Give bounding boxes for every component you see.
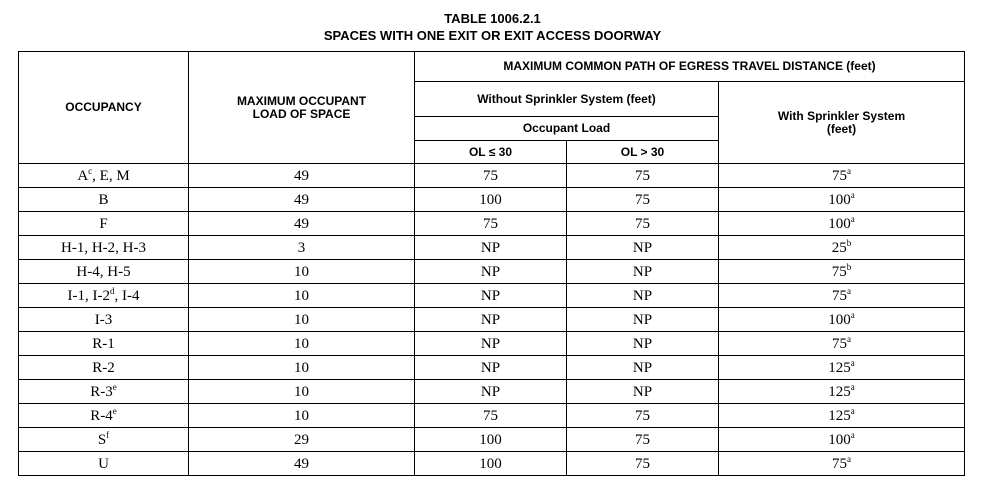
occupancy-cell: [19, 404, 189, 428]
with-sprinkler-cell: [719, 164, 965, 188]
occupancy-text-tail: , I-4: [114, 287, 140, 304]
with-sprinkler-cell: [719, 380, 965, 404]
ol-le-30-cell: 75: [415, 212, 567, 236]
table-row: [19, 380, 965, 404]
occupancy-cell: [19, 332, 189, 356]
with-sprinkler-cell: [719, 308, 965, 332]
occupancy-text: B: [98, 191, 109, 208]
with-sprinkler-header: [719, 82, 965, 164]
occupancy-cell: [19, 188, 189, 212]
table-body: [19, 164, 965, 476]
sprinkler-value: 125: [828, 407, 851, 424]
max-load-cell: 49: [189, 452, 415, 476]
occupancy-text: I-1, I-2: [67, 287, 110, 304]
ol-gt-30-header: OL > 30: [567, 141, 719, 164]
with-sprinkler-cell: [719, 236, 965, 260]
occupancy-cell: [19, 284, 189, 308]
occupancy-text: R-1: [92, 335, 115, 352]
ol-gt-30-cell: NP: [567, 236, 719, 260]
table-row: [19, 356, 965, 380]
with-sprinkler-cell: [719, 260, 965, 284]
occupancy-text-tail: , E, M: [92, 167, 130, 184]
ol-le-30-cell: NP: [415, 308, 567, 332]
table-subtitle: SPACES WITH ONE EXIT OR EXIT ACCESS DOORWAY: [323, 28, 662, 43]
table-row: [19, 236, 965, 260]
max-load-cell: 10: [189, 260, 415, 284]
occupancy-header: OCCUPANCY: [19, 52, 189, 164]
sprinkler-value: 100: [828, 431, 851, 448]
max-load-cell: 10: [189, 332, 415, 356]
table-row: [19, 332, 965, 356]
occupancy-text: I-3: [94, 311, 113, 328]
ol-le-30-cell: NP: [415, 356, 567, 380]
without-sprinkler-header-text: Without Sprinkler System (feet): [477, 91, 656, 106]
occupancy-cell: [19, 236, 189, 260]
occupancy-text: S: [97, 431, 107, 448]
footnote-marker: a: [850, 309, 855, 320]
footnote-marker: b: [846, 261, 852, 272]
ol-le-30-cell: 75: [415, 404, 567, 428]
occupant-load-header: Occupant Load: [415, 117, 719, 141]
table-row: [19, 308, 965, 332]
occupancy-cell: [19, 308, 189, 332]
occupancy-text: A: [77, 167, 89, 184]
with-sprinkler-cell: [719, 452, 965, 476]
ol-le-30-cell: NP: [415, 260, 567, 284]
table-row: [19, 260, 965, 284]
occupancy-text: H-4, H-5: [76, 263, 131, 280]
occupancy-cell: [19, 380, 189, 404]
max-load-cell: 49: [189, 212, 415, 236]
max-load-cell: 29: [189, 428, 415, 452]
ol-gt-30-cell: 75: [567, 188, 719, 212]
ol-gt-30-cell: 75: [567, 212, 719, 236]
table-title: TABLE 1006.2.1: [444, 11, 541, 26]
ol-le-30-cell: 100: [415, 452, 567, 476]
footnote-marker: e: [112, 381, 117, 392]
with-sprinkler-cell: [719, 188, 965, 212]
max-load-cell: 10: [189, 356, 415, 380]
footnote-marker: a: [847, 453, 851, 464]
ol-le-30-header: OL ≤ 30: [415, 141, 567, 164]
sprinkler-value: 125: [828, 383, 851, 400]
occupancy-text: R-2: [92, 359, 115, 376]
sprinkler-value: 100: [828, 311, 851, 328]
table-row: [19, 452, 965, 476]
max-load-cell: 10: [189, 284, 415, 308]
with-sprinkler-cell: [719, 356, 965, 380]
ol-gt-30-cell: NP: [567, 356, 719, 380]
occupancy-cell: [19, 452, 189, 476]
ol-le-30-cell: NP: [415, 380, 567, 404]
table-row: [19, 284, 965, 308]
ol-gt-30-cell: NP: [567, 332, 719, 356]
table-row: [19, 164, 965, 188]
footnote-marker: a: [850, 189, 855, 200]
max-load-header-text: MAXIMUM OCCUPANT LOAD OF SPACE: [236, 93, 367, 121]
sprinkler-value: 25: [831, 239, 847, 256]
without-sprinkler-header: [415, 82, 719, 117]
table-row: [19, 404, 965, 428]
occupancy-cell: [19, 260, 189, 284]
footnote-marker: a: [850, 429, 855, 440]
max-load-cell: 10: [189, 404, 415, 428]
footnote-marker: a: [850, 213, 855, 224]
occupancy-cell: [19, 212, 189, 236]
footnote-marker: a: [850, 381, 855, 392]
ol-le-30-cell: 100: [415, 188, 567, 212]
occupancy-text: H-1, H-2, H-3: [61, 239, 146, 256]
occupancy-cell: [19, 164, 189, 188]
ol-gt-30-cell: NP: [567, 284, 719, 308]
footnote-marker: b: [846, 237, 852, 248]
footnote-marker: a: [850, 405, 855, 416]
max-load-cell: 49: [189, 188, 415, 212]
ol-le-30-cell: NP: [415, 332, 567, 356]
sprinkler-value: 75: [832, 287, 847, 304]
sprinkler-value: 125: [828, 359, 851, 376]
table-row: [19, 212, 965, 236]
footnote-marker: a: [847, 165, 851, 176]
ol-gt-30-cell: 75: [567, 164, 719, 188]
footnote-marker: a: [847, 333, 851, 344]
sprinkler-value: 75: [832, 335, 847, 352]
with-sprinkler-cell: [719, 404, 965, 428]
with-sprinkler-cell: [719, 284, 965, 308]
occupancy-cell: [19, 428, 189, 452]
with-sprinkler-header-text: With Sprinkler System (feet): [777, 108, 906, 136]
with-sprinkler-cell: [719, 332, 965, 356]
sprinkler-value: 100: [828, 215, 851, 232]
ol-gt-30-cell: 75: [567, 428, 719, 452]
sprinkler-value: 100: [828, 191, 851, 208]
footnote-marker: f: [106, 429, 110, 440]
max-path-header: MAXIMUM COMMON PATH OF EGRESS TRAVEL DISTANCE (feet): [415, 52, 965, 82]
ol-le-30-cell: NP: [415, 236, 567, 260]
max-load-cell: 10: [189, 308, 415, 332]
footnote-marker: a: [847, 285, 851, 296]
table-row: [19, 188, 965, 212]
footnote-marker: c: [88, 165, 93, 176]
egress-table: [18, 51, 965, 476]
ol-gt-30-cell: NP: [567, 260, 719, 284]
max-load-cell: 3: [189, 236, 415, 260]
with-sprinkler-cell: [719, 212, 965, 236]
ol-gt-30-cell: 75: [567, 452, 719, 476]
footnote-marker: e: [112, 405, 117, 416]
occupancy-text: R-3: [90, 383, 113, 400]
max-load-header: [189, 52, 415, 164]
ol-gt-30-cell: 75: [567, 404, 719, 428]
sprinkler-value: 75: [832, 455, 847, 472]
occupancy-text: U: [98, 455, 109, 472]
ol-gt-30-cell: NP: [567, 308, 719, 332]
ol-le-30-cell: 100: [415, 428, 567, 452]
footnote-marker: d: [109, 285, 115, 296]
occupancy-cell: [19, 356, 189, 380]
with-sprinkler-cell: [719, 428, 965, 452]
occupancy-text: F: [99, 215, 108, 232]
sprinkler-value: 75: [831, 263, 847, 280]
max-load-cell: 49: [189, 164, 415, 188]
ol-le-30-cell: 75: [415, 164, 567, 188]
sprinkler-value: 75: [832, 167, 847, 184]
table-row: [19, 428, 965, 452]
ol-le-30-cell: NP: [415, 284, 567, 308]
max-load-cell: 10: [189, 380, 415, 404]
occupancy-text: R-4: [90, 407, 113, 424]
ol-gt-30-cell: NP: [567, 380, 719, 404]
footnote-marker: a: [850, 357, 855, 368]
